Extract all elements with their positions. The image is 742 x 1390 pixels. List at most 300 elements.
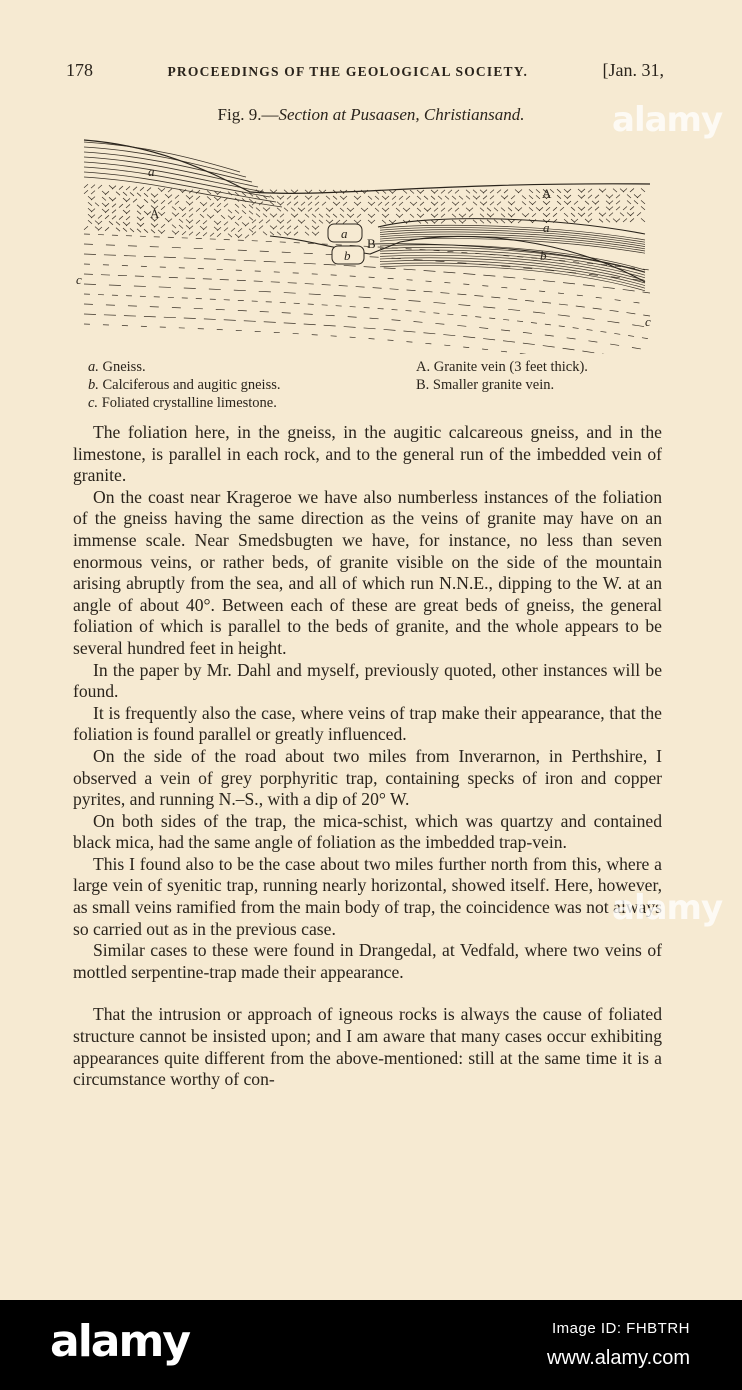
granite-hatch: [249, 211, 253, 215]
granite-hatch: [168, 195, 172, 199]
granite-hatch: [175, 231, 179, 235]
granite-hatch: [112, 204, 116, 208]
granite-hatch: [553, 207, 557, 211]
granite-hatch: [483, 190, 487, 194]
granite-hatch: [546, 207, 550, 211]
legend-right-column: [416, 358, 656, 394]
granite-hatch: [329, 220, 333, 224]
granite-hatch: [151, 194, 155, 198]
granite-hatch: [641, 188, 645, 192]
granite-hatch: [616, 219, 620, 223]
granite-hatch: [182, 231, 186, 235]
granite-hatch: [434, 220, 438, 224]
granite-hatch: [273, 214, 277, 218]
label-a-top: a: [148, 164, 155, 179]
granite-hatch: [182, 213, 186, 217]
label-a-small: a: [341, 226, 348, 241]
granite-hatch: [609, 201, 613, 205]
granite-hatch: [200, 226, 204, 230]
granite-hatch: [476, 196, 480, 199]
granite-hatch: [168, 219, 172, 223]
granite-hatch: [151, 224, 155, 228]
granite-hatch: [189, 226, 193, 230]
granite-hatch: [525, 213, 529, 217]
granite-hatch: [123, 210, 127, 214]
granite-hatch: [609, 207, 613, 211]
body-text: [73, 422, 662, 1091]
granite-hatch: [294, 214, 298, 218]
granite-hatch: [553, 213, 557, 217]
granite-hatch: [172, 207, 176, 211]
granite-hatch: [641, 200, 645, 204]
stratum-line: [84, 294, 650, 339]
granite-hatch: [315, 232, 319, 236]
granite-hatch: [438, 196, 442, 200]
granite-hatch: [406, 196, 410, 200]
granite-hatch: [616, 201, 620, 205]
running-head: [66, 60, 664, 81]
granite-hatch: [88, 196, 92, 200]
granite-hatch: [567, 201, 571, 205]
granite-hatch: [301, 220, 305, 224]
legend-item: b. Calciferous and augitic gneiss.: [88, 377, 281, 393]
granite-hatch: [249, 217, 253, 221]
granite-hatch: [256, 214, 260, 218]
granite-hatch: [119, 216, 123, 220]
granite-hatch: [144, 199, 148, 203]
granite-hatch: [452, 196, 456, 200]
granite-hatch: [263, 232, 267, 236]
granite-hatch: [511, 214, 515, 218]
granite-hatch: [189, 214, 193, 218]
paragraph: In the paper by Mr. Dahl and myself, previously quoted, other instances will be found.: [73, 659, 662, 702]
granite-hatch: [462, 214, 466, 218]
granite-hatch: [434, 190, 438, 194]
granite-hatch: [333, 196, 337, 200]
granite-hatch: [364, 208, 368, 212]
granite-hatch: [140, 205, 144, 209]
granite-hatch: [84, 184, 88, 188]
granite-hatch: [217, 209, 221, 213]
granite-hatch: [319, 214, 323, 218]
granite-hatch: [102, 203, 106, 207]
granite-hatch: [630, 188, 634, 192]
granite-hatch: [123, 222, 127, 226]
paragraph: Similar cases to these were found in Drangedal, at Vedfald, where two veins of mottled serpentine-trap made their appearance.: [73, 940, 662, 982]
granite-hatch: [200, 202, 204, 206]
granite-hatch: [112, 210, 116, 214]
granite-hatch: [620, 213, 624, 217]
granite-hatch: [385, 214, 389, 218]
granite-hatch: [385, 196, 389, 200]
granite-hatch: [581, 207, 585, 211]
granite-hatch: [595, 195, 599, 199]
granite-hatch: [399, 214, 403, 218]
granite-hatch: [196, 220, 200, 224]
granite-hatch: [221, 215, 225, 219]
granite-hatch: [88, 202, 92, 206]
granite-hatch: [165, 194, 169, 198]
granite-hatch: [137, 193, 141, 197]
granite-hatch: [256, 208, 260, 212]
granite-hatch: [560, 207, 564, 211]
granite-hatch: [637, 194, 641, 198]
granite-hatch: [238, 228, 242, 232]
granite-hatch: [207, 197, 211, 201]
granite-hatch: [287, 196, 291, 200]
granite-hatch: [224, 228, 228, 232]
stratum-line: [84, 304, 650, 351]
granite-hatch: [231, 216, 235, 220]
granite-hatch: [280, 226, 284, 230]
granite-hatch: [154, 200, 158, 204]
paragraph: That the intrusion or approach of igneous rocks is always the cause of foliated structure cannot be insisted upon; and I am aware that many cases occur exhibiting appearances quite different from the above-mentioned: still at the same time it is a circumstance worthy of con-: [73, 1004, 662, 1090]
granite-hatch: [294, 196, 298, 200]
granite-hatch: [91, 197, 95, 201]
label-A-left: A: [150, 206, 160, 221]
granite-hatch: [392, 202, 396, 206]
granite-hatch: [200, 214, 204, 218]
granite-hatch: [441, 214, 445, 218]
granite-hatch: [588, 189, 592, 193]
granite-hatch: [291, 208, 295, 212]
granite-hatch: [175, 195, 179, 199]
granite-hatch: [137, 211, 141, 215]
granite-hatch: [522, 195, 526, 199]
granite-hatch: [196, 232, 200, 236]
granite-hatch: [564, 219, 568, 223]
granite-hatch: [490, 214, 494, 218]
granite-hatch: [588, 195, 592, 199]
granite-hatch: [112, 198, 116, 202]
granite-hatch: [375, 208, 379, 212]
granite-hatch: [245, 235, 249, 239]
granite-hatch: [133, 187, 137, 191]
granite-hatch: [88, 220, 92, 224]
granite-hatch: [102, 197, 106, 201]
granite-hatch: [189, 232, 193, 236]
granite-hatch: [557, 201, 561, 205]
label-b-small: b: [344, 248, 351, 263]
granite-hatch: [116, 192, 120, 196]
gneiss-surface-line: [84, 140, 650, 193]
granite-hatch: [270, 202, 274, 206]
granite-hatch: [137, 217, 141, 221]
granite-hatch: [567, 189, 571, 193]
granite-hatch: [410, 190, 414, 194]
granite-hatch: [144, 211, 148, 215]
watermark: alamy: [612, 100, 723, 140]
granite-hatch: [280, 220, 284, 224]
granite-hatch: [571, 207, 575, 211]
granite-hatch: [161, 212, 165, 216]
granite-hatch: [504, 196, 508, 200]
granite-hatch: [501, 214, 505, 218]
granite-hatch: [564, 213, 568, 217]
granite-hatch: [305, 226, 309, 230]
granite-hatch: [235, 234, 239, 238]
paragraph: On the coast near Krageroe we have also numberless instances of the foliation of the gneiss having the same direction as the veins of granite may have on an immense scale. Near Smedsbugten we have, for instance, no less than seven enormous veins, or rather beds, of granite visible on the side of the mountain arising abruptly from the sea, and all of which run N.N.E., dipping to the W. at an angle of about 40°. Between each of these are great beds of gneiss, the general foliation of which is parallel to the beds of granite, and the whole appears to be several hundred feet in height.: [73, 486, 662, 658]
granite-hatch: [207, 191, 211, 195]
granite-hatch: [483, 196, 487, 199]
granite-hatch: [105, 215, 109, 219]
granite-hatch: [326, 214, 330, 218]
label-b-right: b: [540, 248, 547, 263]
granite-hatch: [406, 208, 410, 212]
granite-hatch: [385, 208, 389, 212]
granite-hatch: [217, 197, 221, 201]
granite-hatch: [133, 199, 137, 203]
granite-hatch: [109, 185, 113, 189]
granite-hatch: [529, 195, 533, 199]
granite-hatch: [203, 203, 207, 207]
granite-hatch: [287, 232, 291, 236]
granite-hatch: [441, 190, 445, 194]
granite-hatch: [238, 234, 242, 238]
granite-hatch: [294, 226, 298, 230]
granite-hatch: [315, 226, 319, 230]
granite-hatch: [441, 208, 445, 212]
granite-hatch: [452, 214, 456, 218]
issue-date: [Jan. 31,: [602, 60, 664, 80]
granite-hatch: [214, 227, 218, 231]
granite-hatch: [172, 213, 176, 217]
granite-hatch: [158, 188, 162, 192]
granite-hatch: [217, 221, 221, 225]
granite-hatch: [210, 203, 214, 207]
granite-hatch: [161, 188, 165, 192]
stratum-line: [84, 314, 650, 354]
alamy-logo: alamy: [50, 1316, 189, 1367]
granite-hatch: [462, 220, 466, 224]
granite-hatch: [536, 195, 540, 199]
granite-hatch: [172, 225, 176, 229]
granite-hatch: [623, 219, 627, 223]
granite-hatch: [420, 214, 424, 218]
granite-hatch: [301, 208, 305, 212]
stock-footer-bar: [0, 1300, 742, 1390]
granite-hatch: [273, 226, 277, 230]
granite-hatch: [581, 213, 585, 217]
granite-hatch: [172, 231, 176, 235]
granite-hatch: [217, 203, 221, 207]
granite-hatch: [326, 196, 330, 200]
granite-hatch: [301, 202, 305, 206]
granite-hatch: [336, 220, 340, 224]
granite-hatch: [280, 214, 284, 218]
granite-hatch: [305, 214, 309, 218]
granite-hatch: [333, 214, 337, 218]
granite-hatch: [270, 196, 274, 200]
granite-hatch: [399, 202, 403, 206]
granite-hatch: [126, 198, 130, 202]
granite-hatch: [105, 203, 109, 207]
granite-hatch: [235, 210, 239, 214]
granite-hatch: [158, 230, 162, 234]
granite-hatch: [91, 209, 95, 213]
granite-hatch: [630, 218, 634, 222]
granite-hatch: [130, 192, 134, 196]
granite-hatch: [350, 214, 354, 218]
granite-hatch: [126, 204, 130, 208]
granite-hatch: [490, 190, 494, 194]
granite-hatch: [242, 222, 246, 226]
granite-hatch: [448, 208, 452, 212]
granite-hatch: [112, 216, 116, 220]
granite-hatch: [147, 188, 151, 192]
granite-hatch: [466, 196, 470, 200]
granite-hatch: [266, 208, 270, 212]
granite-hatch: [144, 193, 148, 197]
granite-hatch: [130, 228, 134, 232]
granite-hatch: [140, 217, 144, 221]
granite-hatch: [399, 196, 403, 200]
granite-hatch: [294, 232, 298, 236]
granite-hatch: [403, 190, 407, 194]
website-url: www.alamy.com: [547, 1347, 690, 1369]
granite-hatch: [151, 200, 155, 204]
granite-hatch: [186, 201, 190, 205]
granite-hatch: [343, 196, 347, 199]
granite-hatch: [445, 196, 449, 200]
legend-item: B. Smaller granite vein.: [416, 377, 555, 393]
granite-hatch: [210, 215, 214, 219]
granite-hatch: [473, 190, 477, 194]
granite-hatch: [571, 213, 575, 217]
granite-hatch: [508, 208, 512, 212]
granite-hatch: [203, 227, 207, 231]
granite-hatch: [84, 190, 88, 194]
granite-hatch: [203, 233, 207, 237]
granite-hatch: [532, 213, 536, 217]
granite-hatch: [511, 220, 515, 224]
granite-hatch: [319, 220, 323, 224]
granite-hatch: [434, 202, 438, 206]
granite-hatch: [315, 202, 319, 206]
figure-title: Section at Pusaasen, Christiansand.: [278, 105, 525, 124]
granite-hatch: [179, 219, 183, 223]
granite-hatch: [312, 220, 316, 224]
granite-hatch: [287, 226, 291, 230]
granite-hatch: [630, 206, 634, 210]
granite-hatch: [627, 195, 631, 199]
granite-hatch: [308, 208, 312, 212]
granite-hatch: [487, 208, 491, 212]
granite-hatch: [242, 204, 246, 208]
granite-hatch: [189, 208, 193, 212]
granite-hatch: [161, 224, 165, 228]
granite-hatch: [119, 204, 123, 208]
granite-hatch: [175, 213, 179, 217]
granite-hatch: [501, 220, 505, 224]
granite-hatch: [602, 189, 606, 193]
granite-hatch: [487, 220, 491, 224]
label-B: B: [367, 236, 376, 251]
granite-hatch: [480, 208, 484, 212]
granite-hatch: [168, 189, 172, 193]
granite-hatch: [263, 214, 267, 218]
granite-hatch: [235, 204, 239, 208]
label-a-right: a: [543, 220, 550, 235]
granite-hatch: [126, 222, 130, 226]
granite-hatch: [396, 208, 400, 212]
granite-hatch: [214, 221, 218, 225]
granite-hatch: [490, 202, 494, 206]
paragraph: It is frequently also the case, where veins of trap make their appearance, that the foliation is found parallel or greatly influenced.: [73, 702, 662, 745]
legend-item: c. Foliated crystalline limestone.: [88, 395, 277, 411]
granite-hatch: [410, 214, 414, 218]
granite-hatch: [95, 221, 99, 225]
granite-hatch: [557, 189, 561, 193]
granite-hatch: [123, 192, 127, 196]
granite-hatch: [441, 202, 445, 206]
granite-hatch: [616, 195, 620, 199]
granite-hatch: [228, 210, 232, 214]
granite-hatch: [294, 202, 298, 206]
granite-hatch: [420, 190, 424, 194]
paragraph: On the side of the road about two miles from Inverarnon, in Perthshire, I observed a vein of grey porphyritic trap, containing specks of iron and copper pyrites, and running N.–S., with a dip of 20° W.: [73, 745, 662, 810]
granite-hatch: [368, 196, 372, 200]
granite-hatch: [557, 195, 561, 199]
granite-hatch: [284, 208, 288, 212]
granite-hatch: [217, 233, 221, 237]
granite-hatch: [490, 196, 494, 200]
granite-hatch: [424, 196, 428, 199]
granite-hatch: [634, 200, 638, 204]
granite-hatch: [105, 209, 109, 213]
granite-hatch: [119, 186, 123, 190]
label-c-left: c: [76, 272, 82, 287]
granite-hatch: [375, 196, 379, 200]
granite-hatch: [595, 201, 599, 205]
granite-hatch: [497, 190, 501, 194]
granite-hatch: [137, 223, 141, 227]
granite-hatch: [532, 201, 536, 205]
granite-hatch: [448, 190, 452, 194]
granite-hatch: [189, 220, 193, 224]
granite-hatch: [511, 196, 515, 200]
granite-hatch: [494, 220, 498, 224]
granite-hatch: [588, 213, 592, 217]
label-c-right: c: [645, 314, 651, 329]
granite-hatch: [105, 191, 109, 195]
granite-hatch: [315, 196, 319, 200]
legend-item: a. Gneiss.: [88, 359, 146, 375]
granite-hatch: [280, 196, 284, 200]
granite-hatch: [480, 220, 484, 224]
granite-hatch: [140, 223, 144, 227]
granite-hatch: [196, 208, 200, 212]
granite-hatch: [413, 202, 417, 206]
granite-hatch: [154, 224, 158, 228]
granite-hatch: [231, 228, 235, 232]
granite-hatch: [182, 207, 186, 211]
granite-hatch: [186, 225, 190, 229]
granite-hatch: [371, 202, 375, 206]
granite-hatch: [609, 195, 613, 199]
granite-hatch: [574, 219, 578, 223]
granite-hatch: [585, 201, 589, 205]
granite-hatch: [252, 226, 256, 230]
legend-left-column: [88, 358, 408, 412]
granite-hatch: [228, 216, 232, 220]
granite-hatch: [382, 220, 386, 224]
granite-hatch: [116, 222, 120, 226]
granite-hatch: [431, 196, 435, 200]
granite-hatch: [126, 210, 130, 214]
granite-hatch: [305, 232, 309, 236]
granite-hatch: [308, 196, 312, 200]
